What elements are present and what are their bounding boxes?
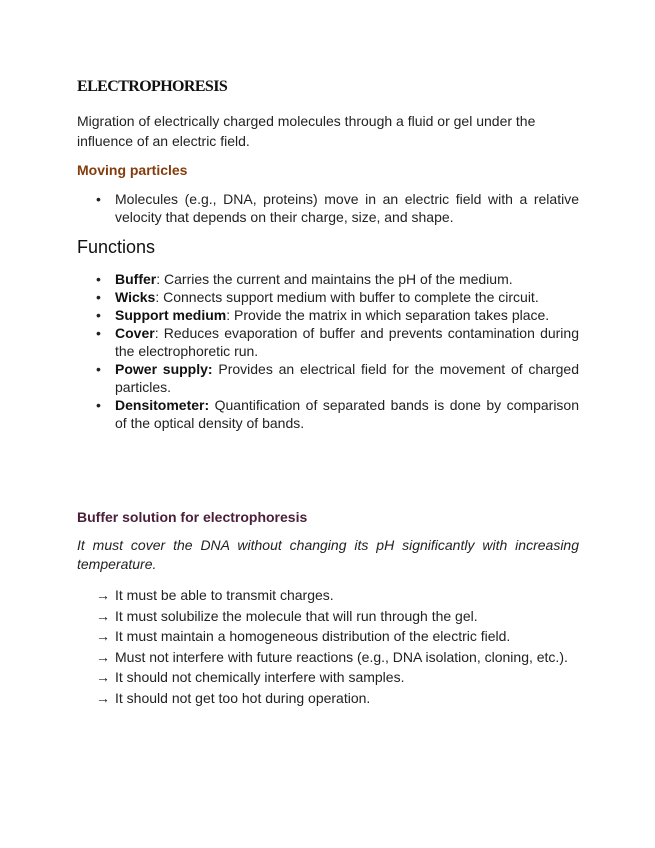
arrow-right-icon: → [96,669,110,685]
function-description: Provides an electrical field for the movement of charged particles. [115,361,579,395]
function-separator: : [154,325,159,341]
arrow-right-icon: → [96,648,110,665]
list-item [77,667,579,688]
requirement-text: Must not interfere with future reactions (e.g., DNA isolation, cloning, etc.). [115,648,568,665]
function-separator: : [155,289,160,305]
functions-list [77,270,579,432]
function-description: Provide the matrix in which separation takes place. [230,307,550,323]
function-separator: : [156,271,161,287]
function-term: Densitometer: [115,397,210,413]
buffer-intro-paragraph: It must cover the DNA without changing its pH significantly with increasing temperature. [77,537,579,572]
function-separator: : [226,307,231,323]
list-item [77,306,579,324]
function-term: Wicks [115,289,156,305]
list-item [77,606,579,627]
moving-particles-heading: Moving particles [77,162,188,178]
list-item [77,324,579,360]
function-description: Reduces evaporation of buffer and prevents contamination during the electrophoretic run. [115,325,579,359]
function-term: Cover [115,325,155,341]
requirement-text: It should not get too hot during operation. [115,689,371,706]
list-item: • Molecules (e.g., DNA, proteins) move in an electric field with a relative velocity that depends on their charge, size, and shape. [77,190,579,226]
arrow-right-icon: → [96,587,110,603]
list-item [77,270,579,288]
function-term: Buffer [115,271,157,287]
functions-heading: Functions [77,237,156,257]
list-item [77,396,579,432]
arrow-right-icon: → [96,628,110,644]
requirement-text: It should not chemically interfere with samples. [115,669,405,685]
list-item [77,626,579,647]
list-item [77,647,579,668]
list-item [77,688,579,709]
requirement-text: It must be able to transmit charges. [115,587,334,603]
arrow-right-icon: → [96,607,110,624]
function-term: Power supply: [115,361,213,377]
buffer-solution-heading: Buffer solution for electrophoresis [77,509,308,525]
buffer-requirements-list [77,585,579,708]
arrow-right-icon: → [96,689,110,706]
list-item [77,585,579,606]
function-term: Support medium [115,307,227,323]
document-title: ELECTROPHORESIS [77,78,228,95]
intro-paragraph: Migration of electrically charged molecules through a fluid or gel under the influence of an electric field. [77,113,536,149]
requirement-text: It must solubilize the molecule that will run through the gel. [115,607,478,624]
function-description: Carries the current and maintains the pH of the medium. [160,271,513,287]
requirement-text: It must maintain a homogeneous distribution of the electric field. [115,628,511,644]
list-item [77,288,579,306]
function-description: Quantification of separated bands is done by comparison of the optical density of bands. [115,397,579,431]
moving-particles-list [77,190,579,226]
function-description: Connects support medium with buffer to complete the circuit. [159,289,539,305]
list-item [77,360,579,396]
